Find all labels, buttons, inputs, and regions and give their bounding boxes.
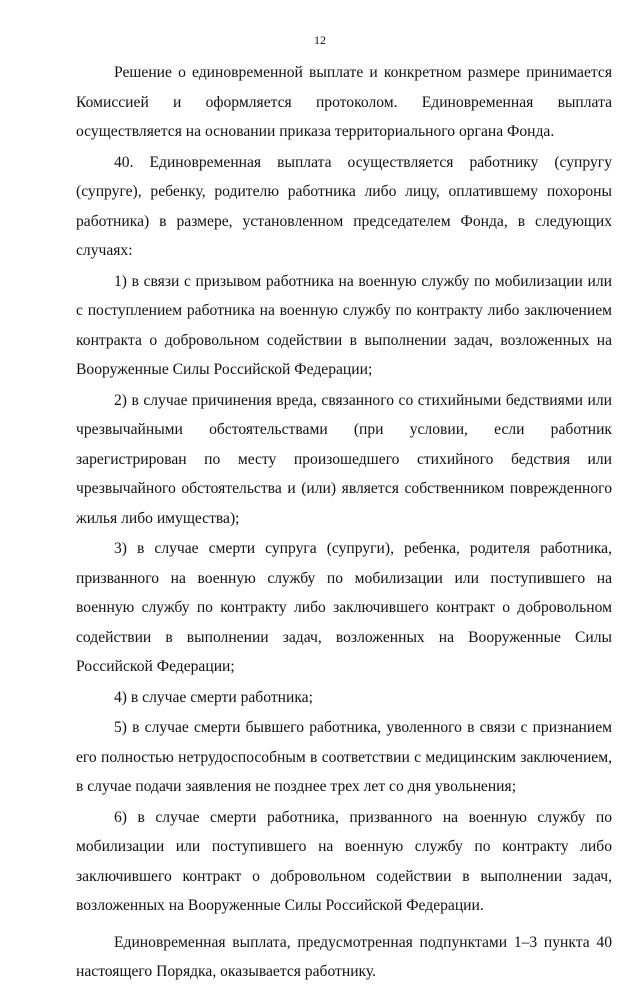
paragraph-decision: Решение о единовременной выплате и конкретном размере принимается Комиссией и оформляется протоколом. Единовременная выплата осуществляется на основании приказа территориального органа Фонда. [76,64,612,140]
subitem-5: 5) в случае смерти бывшего работника, уволенного в связи с признанием его полностью нетрудоспособным в соответствии с медицинским заключением, в случае подачи заявления не позднее трех лет со дня увольнения; [76,719,612,795]
subitem-1: 1) в связи с призывом работника на военную службу по мобилизации или с поступлением работника на военную службу по контракту либо заключением контракта о добровольном содействии в выполнении задач, возложенных на Вооруженные Силы Российской Федерации; [76,272,612,378]
subitem-3: 3) в случае смерти супруга (супруги), ребенка, родителя работника, призванного на военную службу по мобилизации или поступившего на военную службу по контракту либо заключившего контракт о добровольном содействии в выполнении задач, возложенных на Вооруженные Силы Российской Федерации; [76,540,612,675]
subitem-2: 2) в случае причинения вреда, связанного со стихийными бедствиями или чрезвычайными обстоятельствами (при условии, если работник зарегистрирован по месту произошедшего стихийного бедствия или чрезвычайного обстоятельства и (или) является собственником поврежденного жилья либо имущества); [76,391,612,527]
page-number: 12 [314,33,326,47]
subitem-6: 6) в случае смерти работника, призванного на военную службу по мобилизации или поступившего на военную службу по контракту либо заключившего контракт о добровольном содействии в выполнении задач, возложенных на Вооруженные Силы Российской Федерации. [76,808,612,914]
paragraph-final-note: Единовременная выплата, предусмотренная подпунктами 1–3 пункта 40 настоящего Порядка, оказывается работнику. [76,933,612,980]
subitem-4: 4) в случае смерти работника; [114,688,313,706]
paragraph-item-40: 40. Единовременная выплата осуществляется работнику (супругу (супруге), ребенку, родителю работника либо лицу, оплатившему похороны работника) в размере, установленном председателем Фонда, в следующих случаях: [76,153,612,259]
document-body [76,58,612,987]
